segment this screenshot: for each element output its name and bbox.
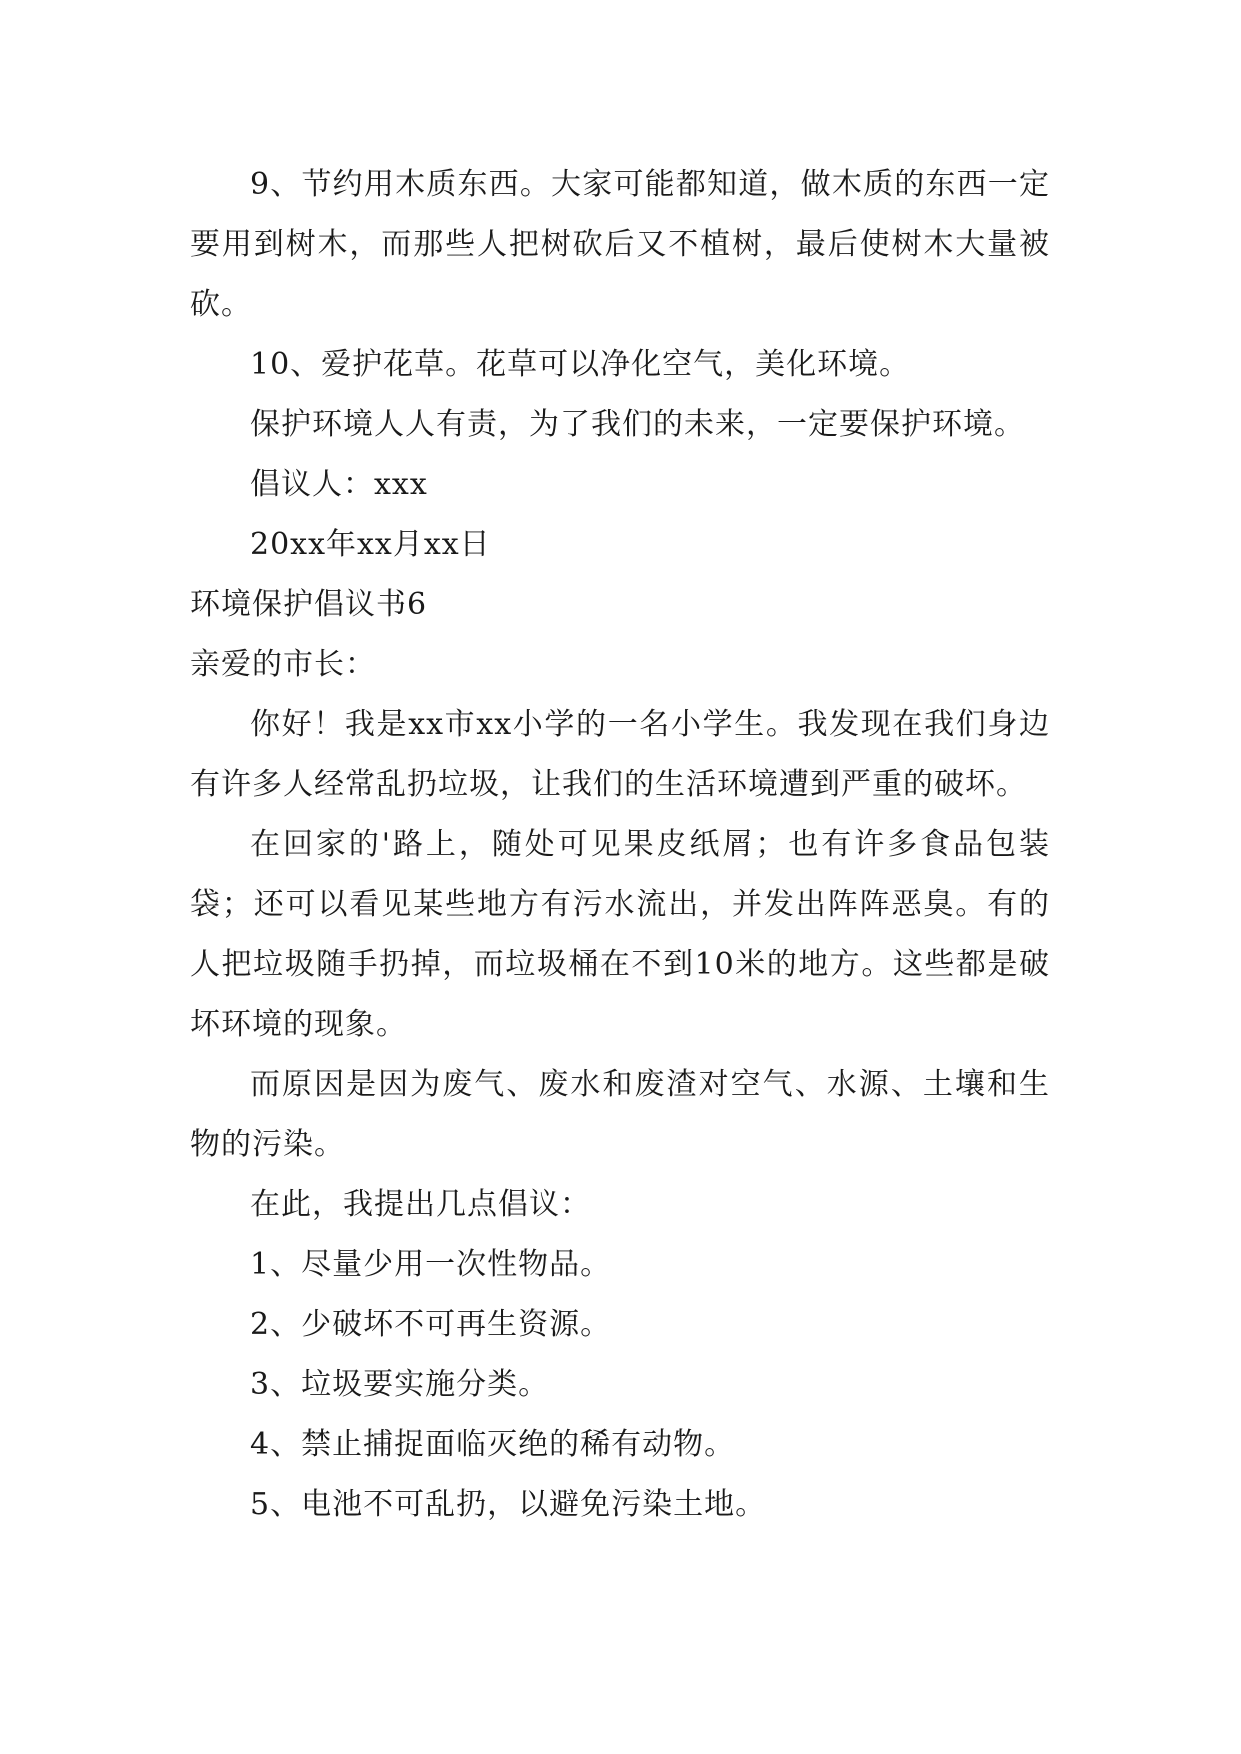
paragraph-cause: 而原因是因为废气、废水和废渣对空气、水源、土壤和生物的污染。 xyxy=(190,1067,1050,1162)
salutation: 亲爱的市长： xyxy=(190,647,376,682)
proposal-item-4: 4、禁止捕捉面临灭绝的稀有动物。 xyxy=(250,1427,736,1462)
proposal-item-2: 2、少破坏不可再生资源。 xyxy=(250,1307,612,1342)
paragraph-item-10: 10、爱护花草。花草可以净化空气，美化环境。 xyxy=(250,347,911,382)
paragraph-item-9: 9、节约用木质东西。大家可能都知道，做木质的东西一定要用到树木，而那些人把树砍后又不植树，最后使树木大量被砍。 xyxy=(190,167,1050,322)
paragraph-intro: 你好！我是xx市xx小学的一名小学生。我发现在我们身边有许多人经常乱扔垃圾，让我们的生活环境遭到严重的破坏。 xyxy=(190,707,1050,802)
proposal-item-5: 5、电池不可乱扔，以避免污染土地。 xyxy=(250,1487,767,1522)
paragraph-observation: 在回家的'路上，随处可见果皮纸屑；也有许多食品包装袋；还可以看见某些地方有污水流出，并发出阵阵恶臭。有的人把垃圾随手扔掉，而垃圾桶在不到10米的地方。这些都是破坏环境的现象。 xyxy=(190,827,1050,1042)
document-body xyxy=(190,155,1050,1535)
proposal-item-1: 1、尽量少用一次性物品。 xyxy=(250,1247,612,1282)
paragraph-closing: 保护环境人人有责，为了我们的未来，一定要保护环境。 xyxy=(250,407,1025,442)
date-line: 20xx年xx月xx日 xyxy=(250,527,491,562)
proposal-item-3: 3、垃圾要实施分类。 xyxy=(250,1367,550,1402)
section-title: 环境保护倡议书6 xyxy=(190,587,428,622)
signer-line: 倡议人：xxx xyxy=(250,467,428,502)
proposal-intro: 在此，我提出几点倡议： xyxy=(250,1187,591,1222)
